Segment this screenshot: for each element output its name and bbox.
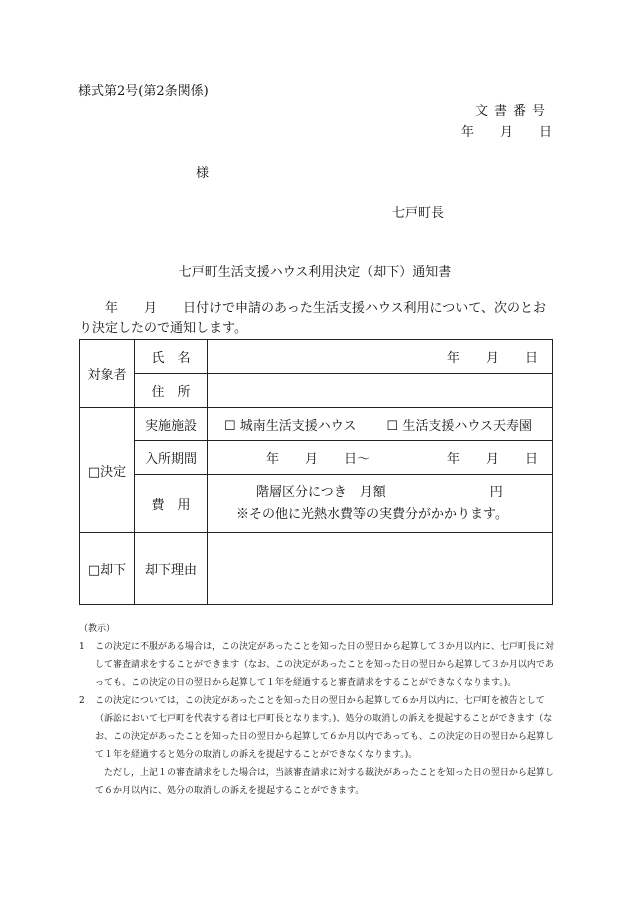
address-value — [208, 374, 553, 408]
document-title: 七戸町生活支援ハウス利用決定（却下）通知書 — [178, 265, 452, 280]
intro-paragraph: 年 月 日付けで申請のあった生活支援ハウス利用について、次のとおり決定したので通知します。 — [79, 301, 546, 336]
note-text: この決定については，この決定があったことを知った日の翌日から起算して６か月以内に、七戸町を被告として（訴訟において七戸町を代表する者は七戸町長となります。)、処分の取消しの訴えを提起することができます（なお、この決定があったことを知った日の翌日から起算して６か月以内であっても、この決定の日の翌日から起算して１年を経過すると処分の取消しの訴えを提起することができなくなります。)。 — [95, 696, 554, 760]
note-supplement: ただし，上記１の審査請求をした場合は，当該審査請求に対する裁決があったことを知った日の翌日から起算して６か月以内に、処分の取消しの訴えを提起することができます。 — [95, 768, 554, 796]
instruction-notes — [79, 620, 555, 800]
notice-table — [79, 339, 553, 605]
decision-group-label: □決定 — [80, 408, 135, 533]
reject-group-label: □却下 — [80, 533, 135, 605]
address-label: 住 所 — [135, 374, 208, 408]
period-label: 入所期間 — [135, 441, 208, 475]
note-number: 1 — [79, 642, 85, 652]
notes-heading: （教示） — [79, 624, 116, 634]
name-label: 氏 名 — [135, 340, 208, 374]
issuer-name: 七戸町長 — [392, 206, 445, 221]
period-end: 年 月 日 — [446, 452, 538, 467]
cost-monthly: 階層区分につき 月額 円 — [256, 484, 503, 500]
facility-options — [208, 408, 553, 441]
facility-option-tenjuen: ☐ 生活支援ハウス天寿園 — [386, 418, 532, 434]
cost-label: 費 用 — [135, 475, 208, 533]
note-number: 2 — [79, 696, 85, 706]
note-item — [79, 638, 555, 692]
note-item — [79, 692, 555, 764]
form-id: 様式第2号(第2条関係) — [78, 84, 209, 99]
addressee-honorific: 様 — [196, 166, 210, 181]
period-values — [208, 441, 553, 475]
document-number-label: 文書番号 — [474, 104, 551, 119]
document-date-label: 年 月 日 — [460, 125, 552, 140]
note-text: この決定に不服がある場合は，この決定があったことを知った日の翌日から起算して３か月以内に、七戸町長に対して審査請求をすることができます（なお、この決定があったことを知った日の翌日から起算して３か月以内であっても、この決定の日の翌日から起算して１年を経過すると審査請求をすることができなくなります。)。 — [95, 642, 554, 688]
reject-reason-value — [208, 533, 553, 605]
cost-values — [208, 475, 553, 533]
reject-reason-label: 却下理由 — [135, 533, 208, 605]
applicant-group-label: 対象者 — [80, 340, 135, 408]
cost-note: ※その他に光熱水費等の実費分がかかります。 — [236, 506, 508, 522]
facility-option-jonan: ☐ 城南生活支援ハウス — [224, 418, 357, 434]
name-date: 年 月 日 — [208, 340, 553, 374]
period-start: 年 月 日〜 — [266, 452, 371, 467]
facility-label: 実施施設 — [135, 408, 208, 441]
